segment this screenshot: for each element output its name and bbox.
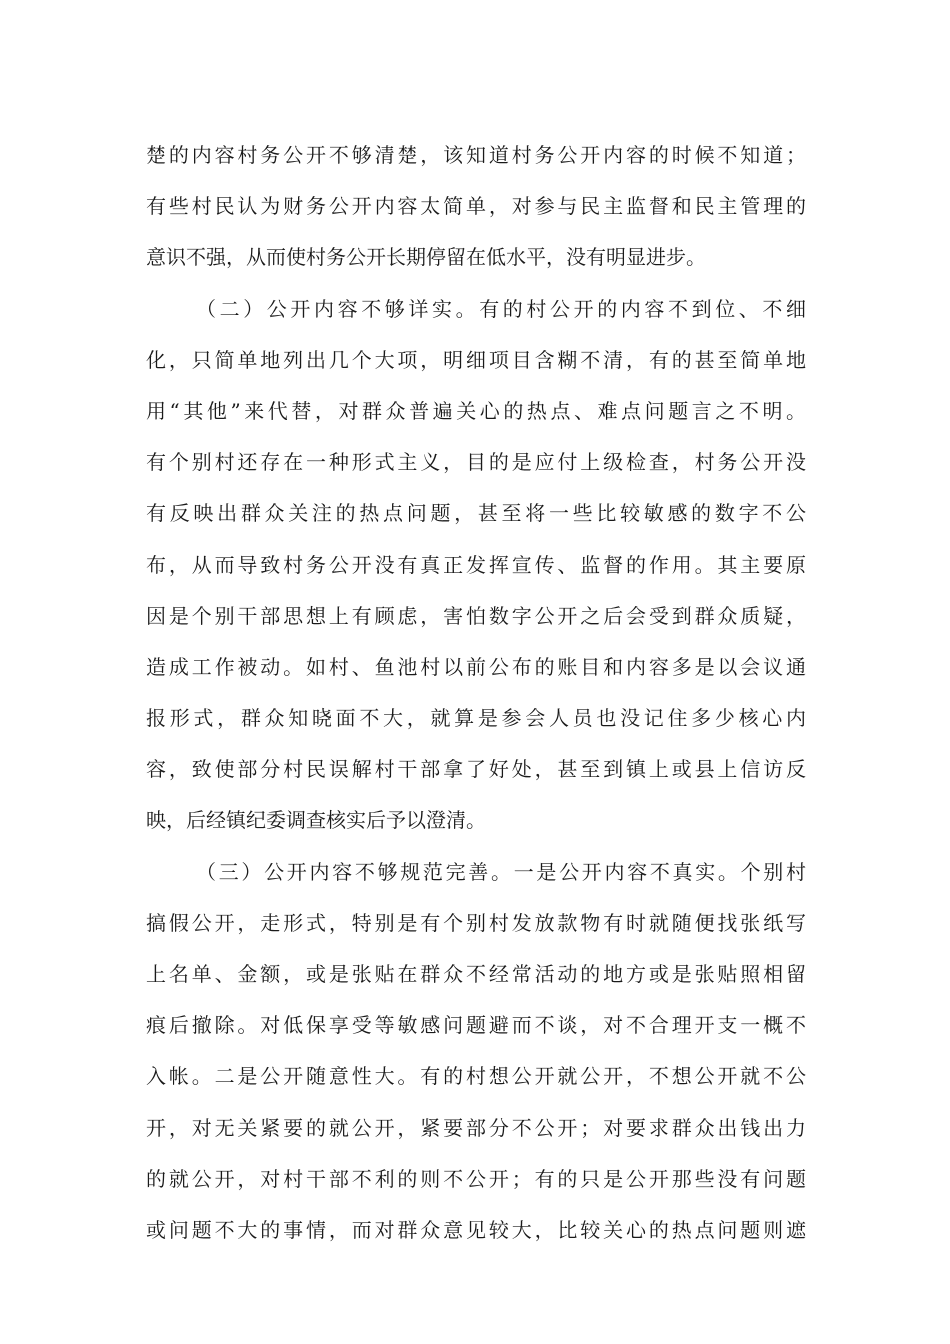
text-line: 搞假公开，走形式，特别是有个别村发放款物有时就随便找张纸写 (146, 910, 806, 935)
text-line: 开，对无关紧要的就公开，紧要部分不公开；对要求群众出钱出力 (146, 1115, 806, 1140)
text-line: 造成工作被动。如村、鱼池村以前公布的账目和内容多是以会议通 (146, 654, 806, 679)
body-text (146, 130, 806, 1256)
text-line: 化，只简单地列出几个大项，明细项目含糊不清，有的甚至简单地 (146, 347, 806, 372)
section-heading-line: （三）公开内容不够规范完善。一是公开内容不真实。个别村 (196, 859, 806, 884)
text-line: 入帐。二是公开随意性大。有的村想公开就公开，不想公开就不公 (146, 1064, 806, 1089)
text-line: 布，从而导致村务公开没有真正发挥宣传、监督的作用。其主要原 (146, 552, 806, 577)
text-line: 或问题不大的事情，而对群众意见较大，比较关心的热点问题则遮 (146, 1217, 806, 1242)
text-line: 痕后撤除。对低保享受等敏感问题避而不谈，对不合理开支一概不 (146, 1013, 806, 1038)
text-line: 有些村民认为财务公开内容太简单，对参与民主监督和民主管理的 (146, 194, 806, 219)
text-line: 因是个别干部思想上有顾虑，害怕数字公开之后会受到群众质疑， (146, 603, 806, 628)
text-line: 有个别村还存在一种形式主义，目的是应付上级检查，村务公开没 (146, 450, 806, 475)
section-heading-line: （二）公开内容不够详实。有的村公开的内容不到位、不细 (196, 296, 806, 321)
text-line: 有反映出群众关注的热点问题，甚至将一些比较敏感的数字不公 (146, 501, 806, 526)
text-line: 用“其他”来代替，对群众普遍关心的热点、难点问题言之不明。 (146, 398, 806, 423)
text-line: 楚的内容村务公开不够清楚，该知道村务公开内容的时候不知道； (146, 143, 806, 167)
text-line: 报形式，群众知晓面不大，就算是参会人员也没记住多少核心内 (146, 706, 806, 731)
text-line: 容，致使部分村民误解村干部拿了好处，甚至到镇上或县上信访反 (146, 757, 806, 782)
text-line: 映，后经镇纪委调查核实后予以澄清。 (146, 808, 486, 833)
text-line: 的就公开，对村干部不利的则不公开；有的只是公开那些没有问题 (146, 1166, 806, 1191)
text-line: 意识不强，从而使村务公开长期停留在低水平，没有明显进步。 (146, 245, 706, 270)
text-line: 上名单、金额，或是张贴在群众不经常活动的地方或是张贴照相留 (146, 962, 806, 986)
